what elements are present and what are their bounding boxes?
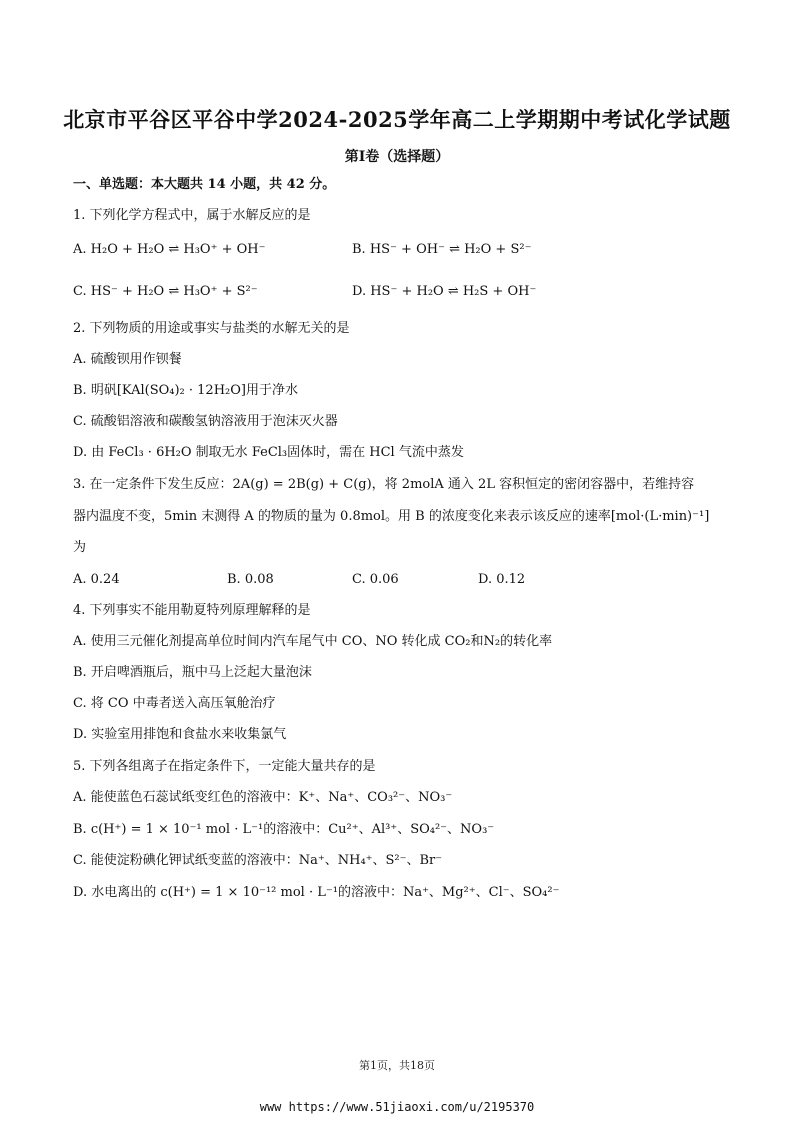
question-4-option-b: B. 开启啤酒瓶后，瓶中马上泛起大量泡沫 bbox=[73, 665, 312, 680]
source-url[interactable]: www https://www.51jiaoxi.com/u/2195370 bbox=[259, 1100, 535, 1114]
question-1-option-c: C. HS⁻ + H₂O ⇌ H₃O⁺ + S²⁻ bbox=[73, 284, 258, 299]
question-5-stem: 5. 下列各组离子在指定条件下，一定能大量共存的是 bbox=[73, 759, 376, 774]
question-4-option-d: D. 实验室用排饱和食盐水来收集氯气 bbox=[73, 727, 287, 742]
question-4-stem: 4. 下列事实不能用勒夏特列原理解释的是 bbox=[73, 603, 311, 618]
question-3-option-a: A. 0.24 bbox=[73, 572, 120, 587]
question-1-option-a: A. H₂O + H₂O ⇌ H₃O⁺ + OH⁻ bbox=[73, 242, 266, 257]
question-5-option-b: B. c(H⁺) = 1 × 10⁻¹ mol · L⁻¹的溶液中：Cu²⁺、Al³⁺、SO₄²⁻、NO₃⁻ bbox=[73, 822, 495, 837]
question-3-option-c: C. 0.06 bbox=[352, 572, 399, 587]
question-3-stem-line1: 3. 在一定条件下发生反应：2A(g) = 2B(g) + C(g)，将 2molA 通入 2L 容积恒定的密闭容器中，若维持容 bbox=[73, 477, 695, 492]
question-2-option-a: A. 硫酸钡用作钡餐 bbox=[73, 352, 182, 367]
question-3-option-d: D. 0.12 bbox=[478, 572, 526, 587]
question-3-option-b: B. 0.08 bbox=[227, 572, 274, 587]
question-1-option-d: D. HS⁻ + H₂O ⇌ H₂S + OH⁻ bbox=[352, 284, 537, 299]
question-1-option-b: B. HS⁻ + OH⁻ ⇌ H₂O + S²⁻ bbox=[352, 242, 532, 257]
question-2-stem: 2. 下列物质的用途或事实与盐类的水解无关的是 bbox=[73, 321, 350, 336]
question-5-option-a: A. 能使蓝色石蕊试纸变红色的溶液中：K⁺、Na⁺、CO₃²⁻、NO₃⁻ bbox=[73, 790, 453, 805]
question-5-option-c: C. 能使淀粉碘化钾试纸变蓝的溶液中：Na⁺、NH₄⁺、S²⁻、Br⁻ bbox=[73, 853, 443, 868]
question-4-option-a: A. 使用三元催化剂提高单位时间内汽车尾气中 CO、NO 转化成 CO₂和N₂的转化率 bbox=[73, 634, 553, 649]
page-title: 北京市平谷区平谷中学2024-2025学年高二上学期期中考试化学试题 bbox=[63, 107, 731, 132]
question-1-stem: 1. 下列化学方程式中，属于水解反应的是 bbox=[73, 208, 311, 223]
section-subtitle: 第I卷（选择题） bbox=[344, 149, 450, 165]
question-2-option-c: C. 硫酸铝溶液和碳酸氢钠溶液用于泡沫灭火器 bbox=[73, 414, 338, 429]
question-3-stem-line2: 器内温度不变，5min 末测得 A 的物质的量为 0.8mol。用 B 的浓度变化来表示该反应的速率[mol·(L·min)⁻¹] bbox=[73, 509, 710, 524]
question-5-option-d: D. 水电离出的 c(H⁺) = 1 × 10⁻¹² mol · L⁻¹的溶液中：Na⁺、Mg²⁺、Cl⁻、SO₄²⁻ bbox=[73, 885, 560, 900]
section-heading: 一、单选题：本大题共 14 小题，共 42 分。 bbox=[73, 177, 336, 192]
question-4-option-c: C. 将 CO 中毒者送入高压氧舱治疗 bbox=[73, 696, 276, 711]
question-2-option-b: B. 明矾[KAl(SO₄)₂ · 12H₂O]用于净水 bbox=[73, 383, 298, 398]
page-number: 第1页，共18页 bbox=[359, 1059, 435, 1072]
question-2-option-d: D. 由 FeCl₃ · 6H₂O 制取无水 FeCl₃固体时，需在 HCl 气流中蒸发 bbox=[73, 445, 464, 460]
question-3-stem-line3: 为 bbox=[73, 540, 87, 555]
